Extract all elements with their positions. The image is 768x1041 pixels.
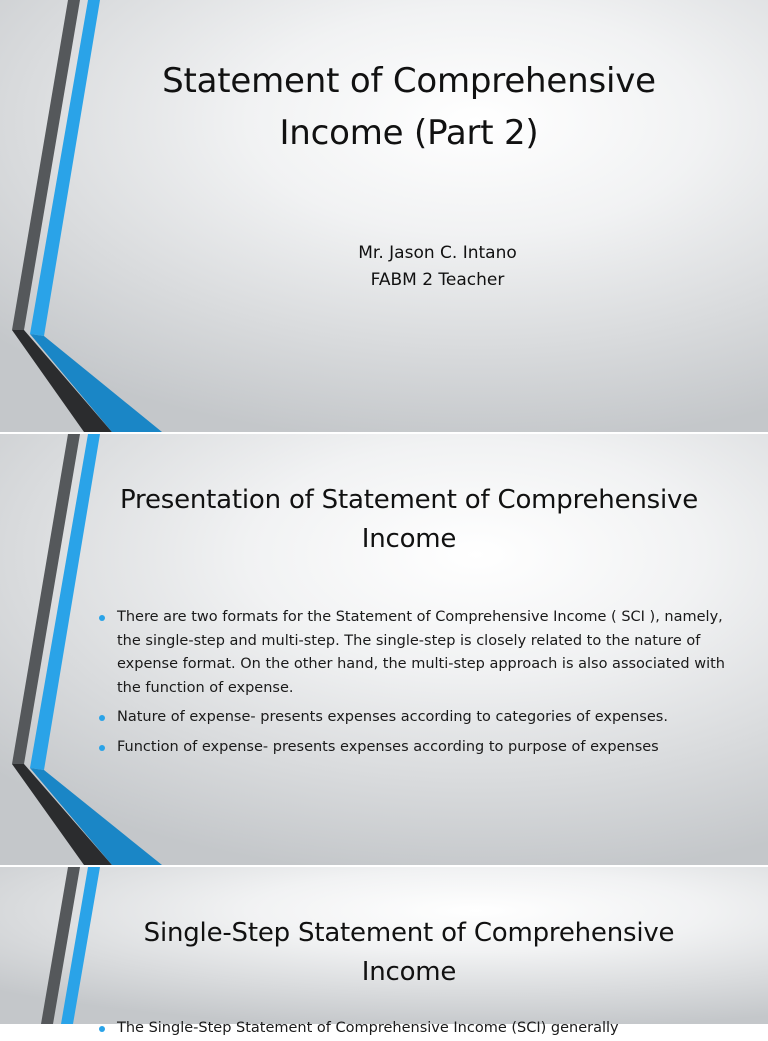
bullet-text: There are two formats for the Statement of Comprehensive Income ( SCI ), namely, the single-step and multi-step. The single-step is closely related to the nature of expense format. On the other hand, the multi-step approach is also associated with the function of expense. — [117, 609, 725, 696]
list-item — [98, 606, 728, 700]
slide-title: Single-Step Statement of Comprehensive Income — [143, 918, 675, 987]
slide-title: Statement of Comprehensive Income (Part 2) — [162, 61, 656, 153]
slide-1 — [0, 0, 768, 432]
bullet-list — [98, 606, 728, 765]
presenter-role: FABM 2 Teacher — [370, 270, 505, 290]
presenter-info — [300, 240, 575, 294]
bullet-text: Function of expense- presents expenses according to purpose of expenses — [117, 738, 659, 755]
bullet-text: Nature of expense- presents expenses according to categories of expenses. — [117, 709, 668, 725]
bullet-dot-icon — [99, 615, 105, 621]
list-item — [98, 1017, 767, 1041]
list-item — [98, 736, 728, 760]
bullet-text: The Single-Step Statement of Comprehensive Income (SCI) generally — [117, 1020, 619, 1036]
list-item — [98, 706, 728, 730]
bullet-dot-icon — [99, 745, 105, 751]
slide-title: Presentation of Statement of Comprehensive Income — [120, 485, 698, 554]
presenter-name: Mr. Jason C. Intano — [358, 243, 517, 263]
slide-3 — [0, 867, 768, 1036]
bullet-dot-icon — [99, 1026, 105, 1032]
slide-2 — [0, 434, 768, 865]
bullet-dot-icon — [99, 715, 105, 721]
